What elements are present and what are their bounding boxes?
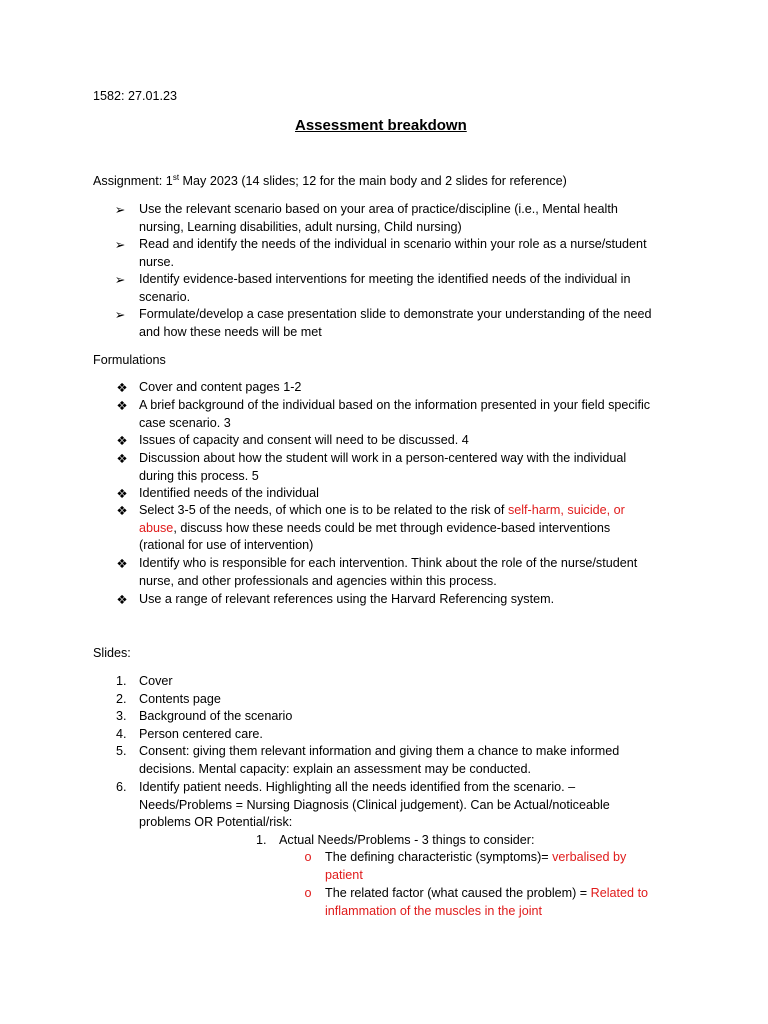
list-item: Discussion about how the student will work in a person-centered way with the individual during this process. 5 [139,451,627,483]
arrow-bullet-icon: ➢ [114,238,126,252]
list-item: Cover and content pages 1-2 [139,380,302,394]
diamond-bullet-icon: ❖ [116,504,128,518]
arrow-bullet-icon: ➢ [114,273,126,287]
list-number: 5. [116,744,127,758]
list-item: Actual Needs/Problems - 3 things to consider: [279,833,535,847]
list-item: Use the relevant scenario based on your area of practice/discipline (i.e., Mental health nursing, Learning disabilities, adult nursing, Child nursing) [139,202,618,234]
list-number: 2. [116,692,127,706]
list-item: Issues of capacity and consent will need to be discussed. 4 [139,433,469,447]
slides-heading: Slides: [93,646,131,660]
list-item: A brief background of the individual based on the information presented in your field specific case scenario. 3 [139,398,651,430]
list-item: Identified needs of the individual [139,486,319,500]
diamond-bullet-icon: ❖ [116,381,128,395]
list-number: 6. [116,780,127,794]
assignment-line: Assignment: 1st May 2023 (14 slides; 12 for the main body and 2 slides for reference) [93,172,567,188]
list-number: 3. [116,709,127,723]
list-number: 1. [116,674,127,688]
page-title: Assessment breakdown [295,117,467,134]
list-item: Select 3-5 of the needs, of which one is to be related to the risk of self-harm, suicide, or abuse, discuss how these needs could be met through evidence-based interventions (rational for use of intervention) [139,503,625,553]
list-item: Cover [139,674,173,688]
circle-bullet-icon: o [304,850,312,864]
formulations-heading: Formulations [93,353,166,367]
list-item: The defining characteristic (symptoms)= verbalised by patient [325,850,627,882]
list-item: Contents page [139,692,221,706]
list-item: Identify evidence-based interventions for meeting the identified needs of the individual in scenario. [139,272,631,304]
diamond-bullet-icon: ❖ [116,557,128,571]
list-item: Person centered care. [139,727,263,741]
arrow-bullet-icon: ➢ [114,308,126,322]
list-item: Identify who is responsible for each intervention. Think about the role of the nurse/student nurse, and other professionals and agencies within this process. [139,556,638,588]
list-item: Consent: giving them relevant information and giving them a chance to make informed decisions. Mental capacity: explain an assessment may be conducted. [139,744,620,776]
diamond-bullet-icon: ❖ [116,434,128,448]
list-number: 4. [116,727,127,741]
list-item: Read and identify the needs of the individual in scenario within your role as a nurse/student nurse. [139,237,647,269]
list-number: 1. [256,833,267,847]
diamond-bullet-icon: ❖ [116,452,128,466]
diamond-bullet-icon: ❖ [116,399,128,413]
arrow-bullet-icon: ➢ [114,203,126,217]
list-item: Identify patient needs. Highlighting all the needs identified from the scenario. – Needs/Problems = Nursing Diagnosis (Clinical judgement). Can be Actual/noticeable problems OR Potential/risk: [139,780,610,830]
course-code: 1582: 27.01.23 [93,89,178,103]
circle-bullet-icon: o [304,886,312,900]
list-item: The related factor (what caused the problem) = Related to inflammation of the muscles in the joint [325,886,649,918]
diamond-bullet-icon: ❖ [116,487,128,501]
diamond-bullet-icon: ❖ [116,593,128,607]
list-item: Background of the scenario [139,709,293,723]
list-item: Formulate/develop a case presentation slide to demonstrate your understanding of the need and how these needs will be met [139,307,652,339]
list-item: Use a range of relevant references using the Harvard Referencing system. [139,592,555,606]
